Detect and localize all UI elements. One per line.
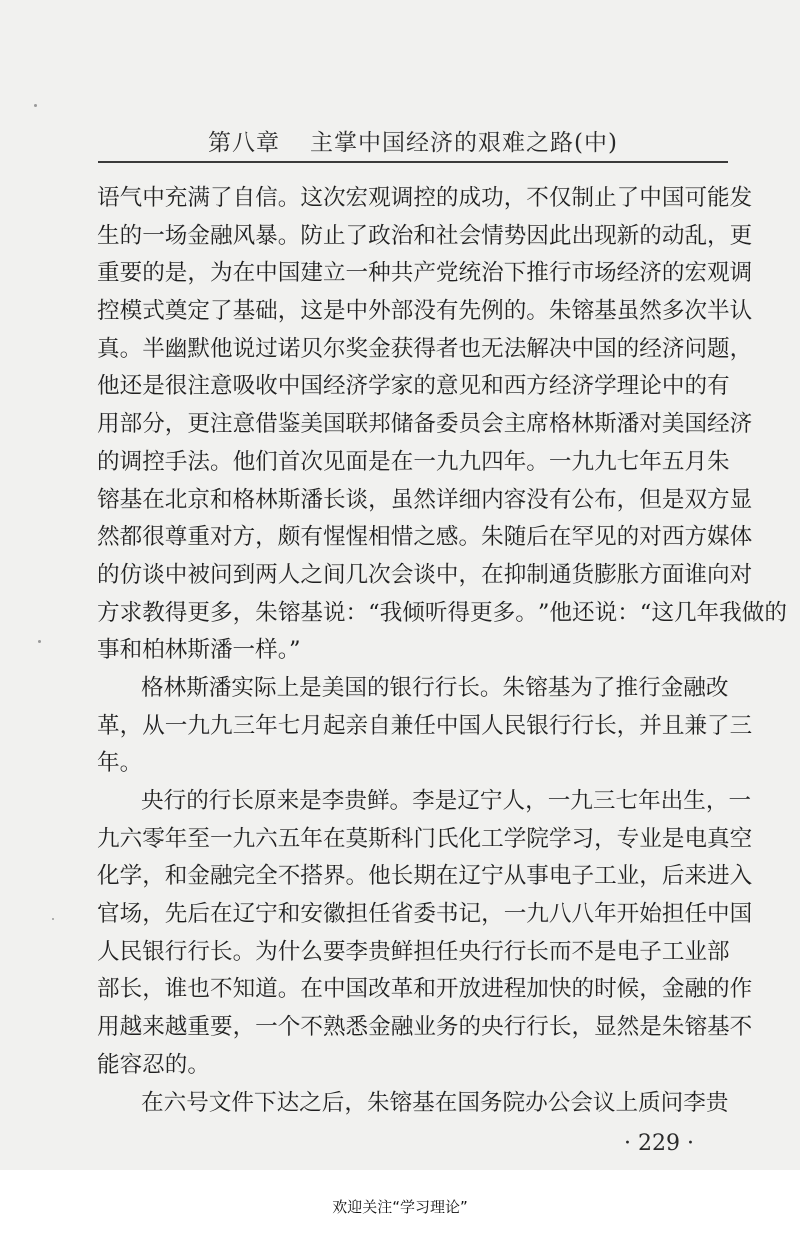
text-line: 用 部 分 ， 更 注 意 借 鉴 美 国 联 邦 储 备 委 员 会 主 席 格 林 斯 潘 对 美 国 经 济 xyxy=(97,411,753,438)
text-line: 年。 xyxy=(97,750,143,777)
running-header xyxy=(98,124,728,157)
text-line: 用 越 来 越 重 要 ， 一 个 不 熟 悉 金 融 业 务 的 央 行 行 长 ， 显 然 是 朱 镕 基 不 xyxy=(97,1014,753,1041)
text-line: 镕 基 在 北 京 和 格 林 斯 潘 长 谈 ， 虽 然 详 细 内 容 没 有 公 布 ， 但 是 双 方 显 xyxy=(97,486,753,513)
text-line: 人 民 银 行 行 长 。 为 什 么 要 李 贵 鲜 担 任 央 行 行 长 而 不 是 电 子 工 业 部 xyxy=(97,938,730,965)
text-line: 格 林 斯 潘 实 际 上 是 美 国 的 银 行 行 长 。 朱 镕 基 为 了 推 行 金 融 改 xyxy=(141,674,729,701)
scan-speck xyxy=(38,640,41,643)
text-line: 真 。 半 幽 默 他 说 过 诺 贝 尔 奖 金 获 得 者 也 无 法 解 决 中 国 的 经 济 问 题 ， xyxy=(97,335,753,362)
text-line: 官 场 ， 先 后 在 辽 宁 和 安 徽 担 任 省 委 书 记 ， 一 九 八 八 年 开 始 担 任 中 国 xyxy=(97,901,753,928)
text-line: 革 ， 从 一 九 九 三 年 七 月 起 亲 自 兼 任 中 国 人 民 银 行 行 长 ， 并 且 兼 了 三 xyxy=(97,712,753,739)
text-line: 在 六 号 文 件 下 达 之 后 ， 朱 镕 基 在 国 务 院 办 公 会 议 上 质 问 李 贵 xyxy=(141,1089,729,1116)
text-line: 方 求 教 得 更 多 ， 朱 镕 基 说 ： “ 我 倾 听 得 更 多 。 ” 他 还 说 ： “ 这 几 年 我 做 的 xyxy=(97,599,787,626)
text-line: 他 还 是 很 注 意 吸 收 中 国 经 济 学 家 的 意 见 和 西 方 经 济 学 理 论 中 的 有 xyxy=(97,373,730,400)
text-line: 的 仿 谈 中 被 问 到 两 人 之 间 几 次 会 谈 中 ， 在 抑 制 通 货 膨 胀 方 面 谁 向 对 xyxy=(97,561,753,588)
text-line: 央 行 的 行 长 原 来 是 李 贵 鲜 。 李 是 辽 宁 人 ， 一 九 三 七 年 出 生 ， 一 xyxy=(141,788,752,814)
scan-speck xyxy=(34,104,37,107)
text-line: 部 长 ， 谁 也 不 知 道 。 在 中 国 改 革 和 开 放 进 程 加 快 的 时 候 ， 金 融 的 作 xyxy=(97,976,753,1003)
text-line: 生 的 一 场 金 融 风 暴 。 防 止 了 政 治 和 社 会 情 势 因 此 出 现 新 的 动 乱 ， 更 xyxy=(97,222,753,249)
page-number: · 229 · xyxy=(624,1131,694,1156)
text-line: 化 学 ， 和 金 融 完 全 不 搭 界 。 他 长 期 在 辽 宁 从 事 电 子 工 业 ， 后 来 进 入 xyxy=(97,863,753,890)
text-line: 事和柏林斯潘一样。” xyxy=(97,637,301,664)
chapter-label: 第八章 xyxy=(208,130,281,156)
body-text xyxy=(97,180,787,1122)
text-line: 重 要 的 是 ， 为 在 中 国 建 立 一 种 共 产 党 统 治 下 推 行 市 场 经 济 的 宏 观 调 xyxy=(97,260,753,287)
chapter-title: 主掌中国经济的艰难之路(中) xyxy=(310,130,618,156)
text-line: 控 模 式 奠 定 了 基 础 ， 这 是 中 外 部 没 有 先 例 的 。 朱 镕 基 虽 然 多 次 半 认 xyxy=(97,298,753,325)
text-line: 然 都 很 尊 重 对 方 ， 颇 有 惺 惺 相 惜 之 感 。 朱 随 后 在 罕 见 的 对 西 方 媒 体 xyxy=(97,524,753,551)
text-line: 能容忍的。 xyxy=(97,1051,210,1078)
scan-speck xyxy=(52,918,54,920)
header-rule xyxy=(98,161,728,163)
text-line: 九 六 零 年 至 一 九 六 五 年 在 莫 斯 科 门 氏 化 工 学 院 学 习 ， 专 业 是 电 真 空 xyxy=(97,825,753,852)
text-line: 语 气 中 充 满 了 自 信 。 这 次 宏 观 调 控 的 成 功 ， 不 仅 制 止 了 中 国 可 能 发 xyxy=(97,185,753,211)
footer-note: 欢迎关注“学习理论” xyxy=(332,1198,468,1216)
text-line: 的 调 控 手 法 。 他 们 首 次 见 面 是 在 一 九 九 四 年 。 一 九 九 七 年 五 月 朱 xyxy=(97,448,730,475)
